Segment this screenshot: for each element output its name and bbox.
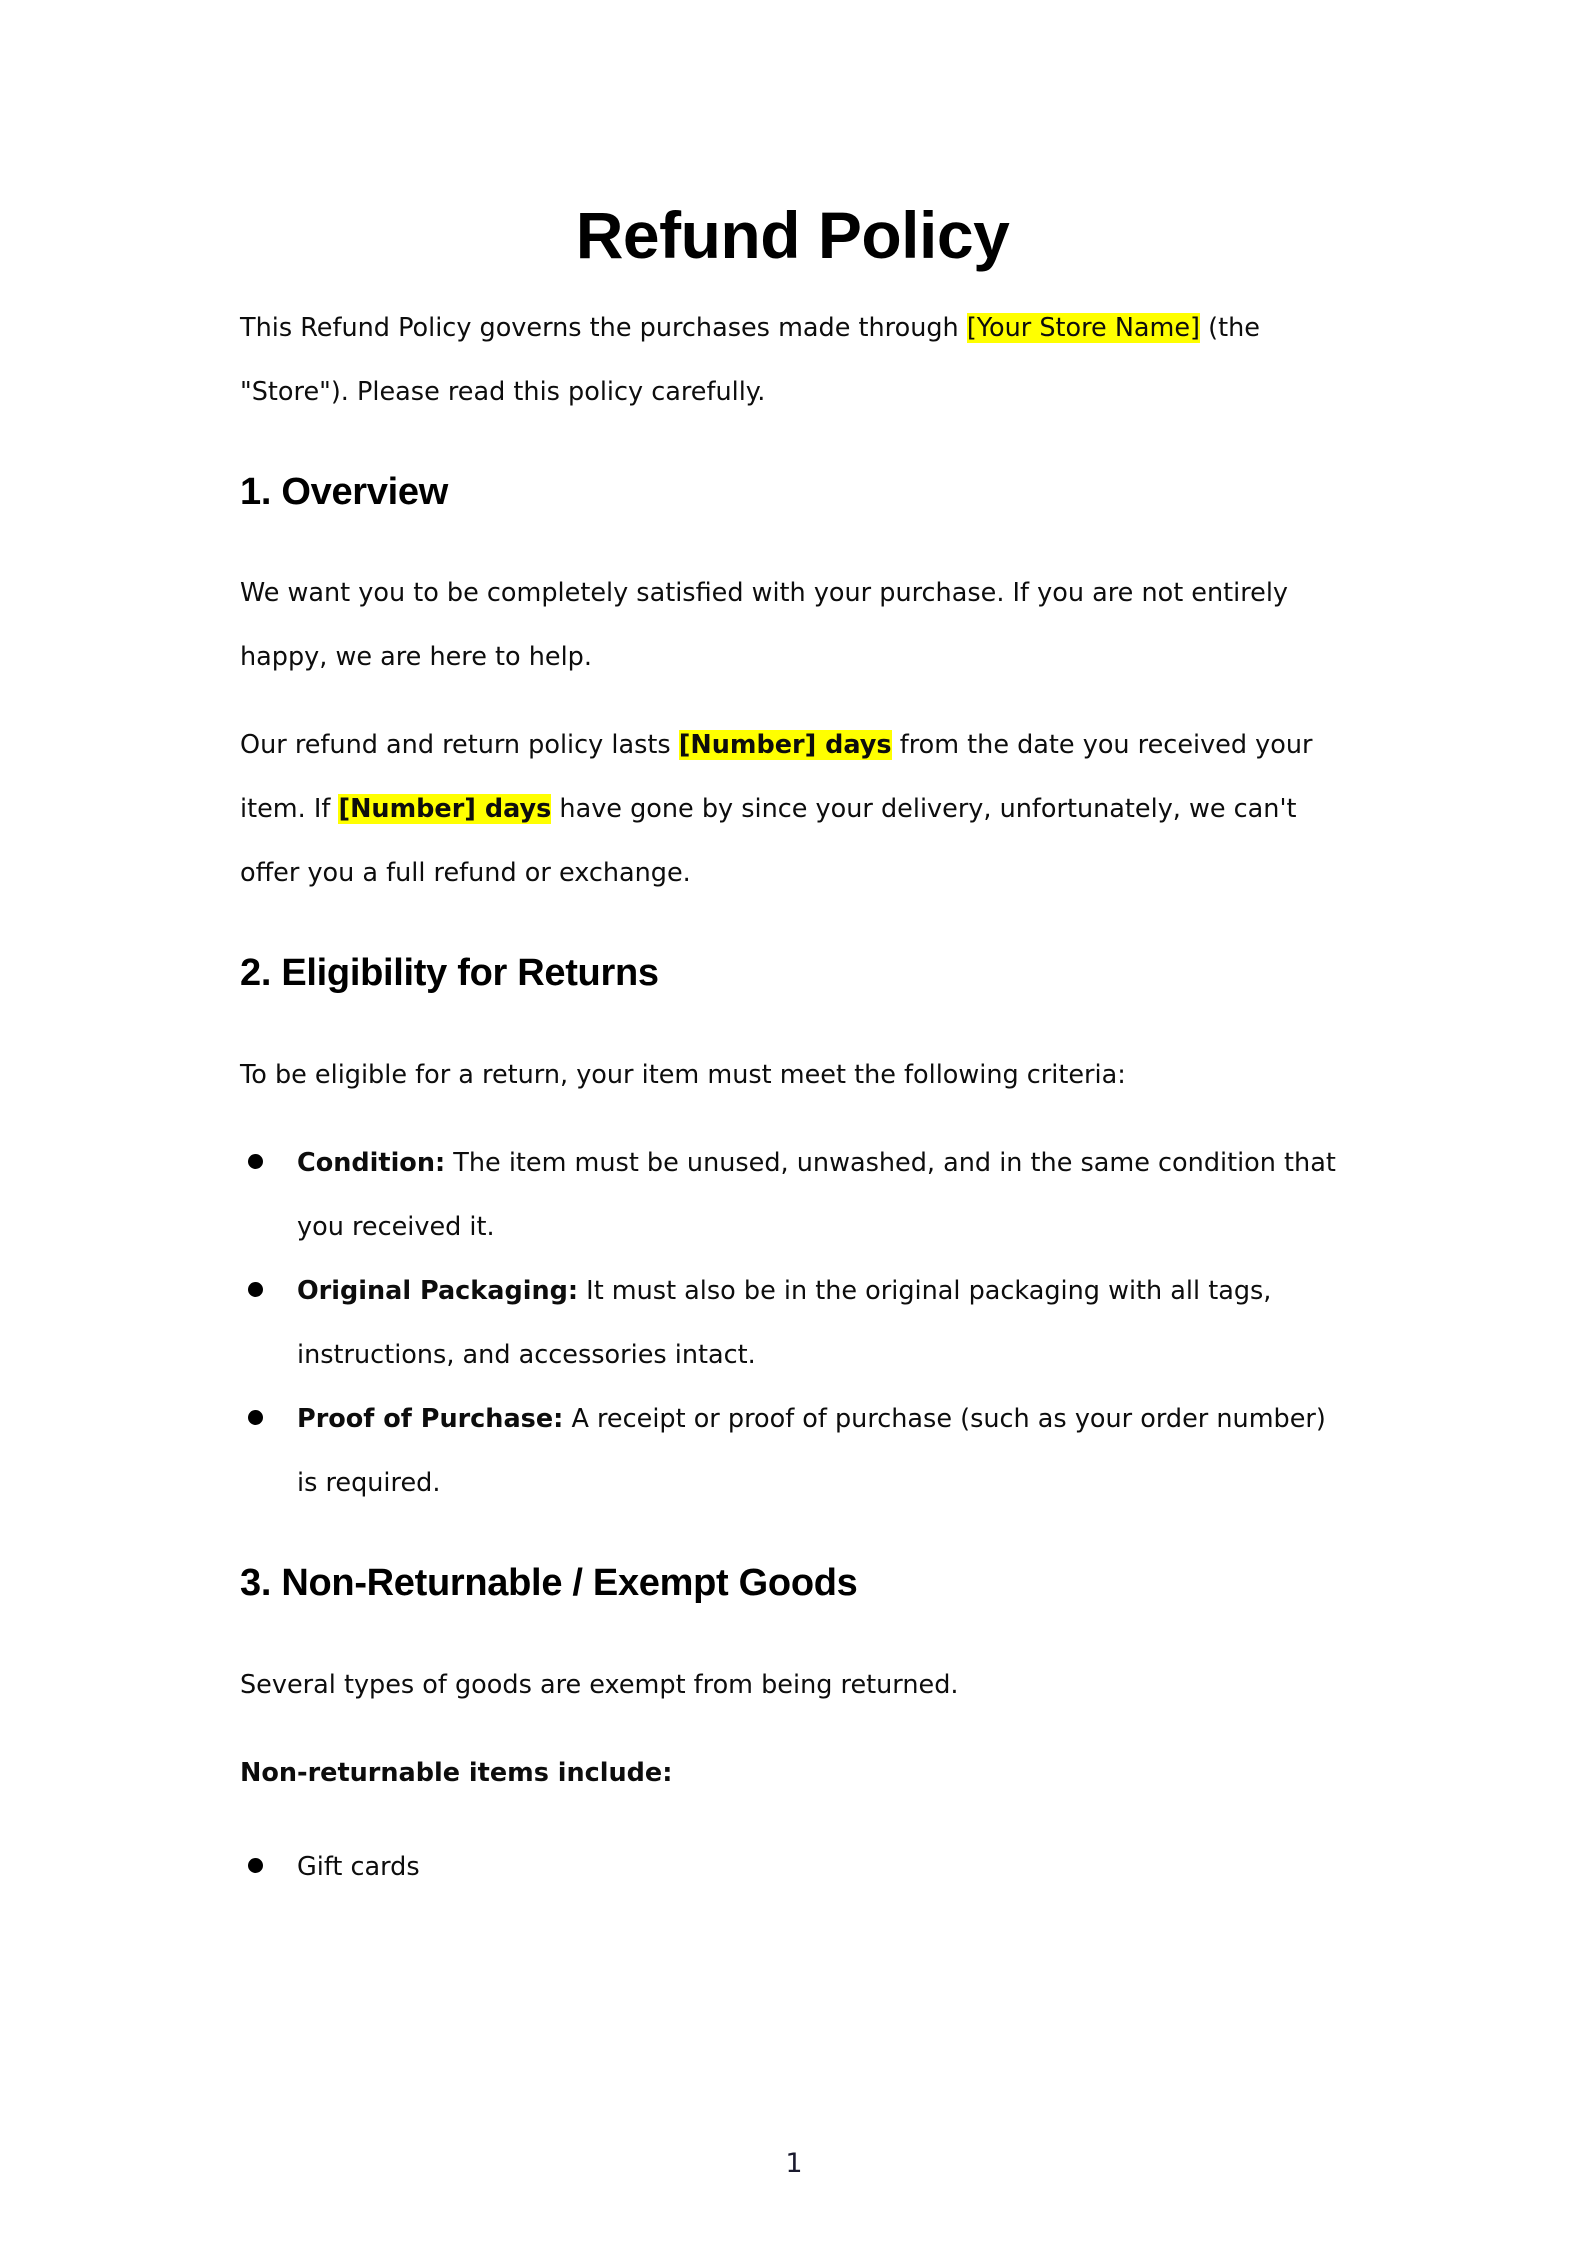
non-returnable-intro: Several types of goods are exempt from being returned.: [240, 1669, 959, 1700]
number-days-placeholder-highlight-2: [Number] days: [338, 794, 552, 825]
bullet-icon: [248, 1282, 263, 1297]
list-item: [240, 1259, 1345, 1387]
number-days-placeholder-highlight-1: [Number] days: [678, 730, 892, 761]
non-returnable-subheading: Non-returnable items include:: [240, 1757, 673, 1788]
bullet-icon: [248, 1410, 263, 1425]
list-item-label: Original Packaging:: [297, 1276, 579, 1307]
bullet-icon: [248, 1858, 263, 1873]
intro-paragraph: [240, 296, 1345, 424]
policy-duration-text-1: Our refund and return policy lasts: [240, 730, 679, 761]
page-number-footer: 1: [785, 2148, 803, 2179]
eligibility-intro: To be eligible for a return, your item must meet the following criteria:: [240, 1060, 1126, 1091]
list-item-label: Condition:: [297, 1148, 446, 1179]
list-item: [240, 1387, 1345, 1515]
list-item-text: It must also be in the original packaging with all tags, instructions, and accessories intact.: [297, 1276, 1272, 1371]
intro-text-before: This Refund Policy governs the purchases made through: [240, 312, 967, 343]
list-item: [240, 1131, 1345, 1259]
policy-duration-text-3: have gone by since your delivery, unfortunately, we can't offer you a full refund or exchange.: [240, 794, 1297, 889]
section-heading-overview: 1. Overview: [240, 470, 448, 513]
non-returnable-items-list: [240, 1835, 1345, 1899]
page-title: Refund Policy: [575, 198, 1010, 272]
list-item-label: Proof of Purchase:: [297, 1404, 564, 1435]
overview-paragraph-1: We want you to be completely satisfied with your purchase. If you are not entirely happy, we are here to help.: [240, 578, 1289, 673]
list-item-text: Gift cards: [297, 1851, 420, 1882]
list-item-text: A receipt or proof of purchase (such as your order number) is required.: [297, 1404, 1326, 1499]
section-heading-non-returnable: 3. Non-Returnable / Exempt Goods: [240, 1562, 858, 1605]
policy-duration-text-2: from the date you received your item. If: [240, 730, 1313, 825]
document-content: [240, 0, 1345, 1899]
list-item: [240, 1835, 1345, 1899]
intro-text-after: (the "Store"). Please read this policy carefully.: [240, 312, 1260, 407]
list-item-text: The item must be unused, unwashed, and in the same condition that you received it.: [297, 1148, 1336, 1243]
bullet-icon: [248, 1154, 263, 1169]
store-name-placeholder-highlight: [Your Store Name]: [966, 312, 1201, 343]
overview-paragraph-2: [240, 713, 1345, 905]
eligibility-criteria-list: [240, 1131, 1345, 1515]
section-heading-eligibility: 2. Eligibility for Returns: [240, 952, 659, 995]
